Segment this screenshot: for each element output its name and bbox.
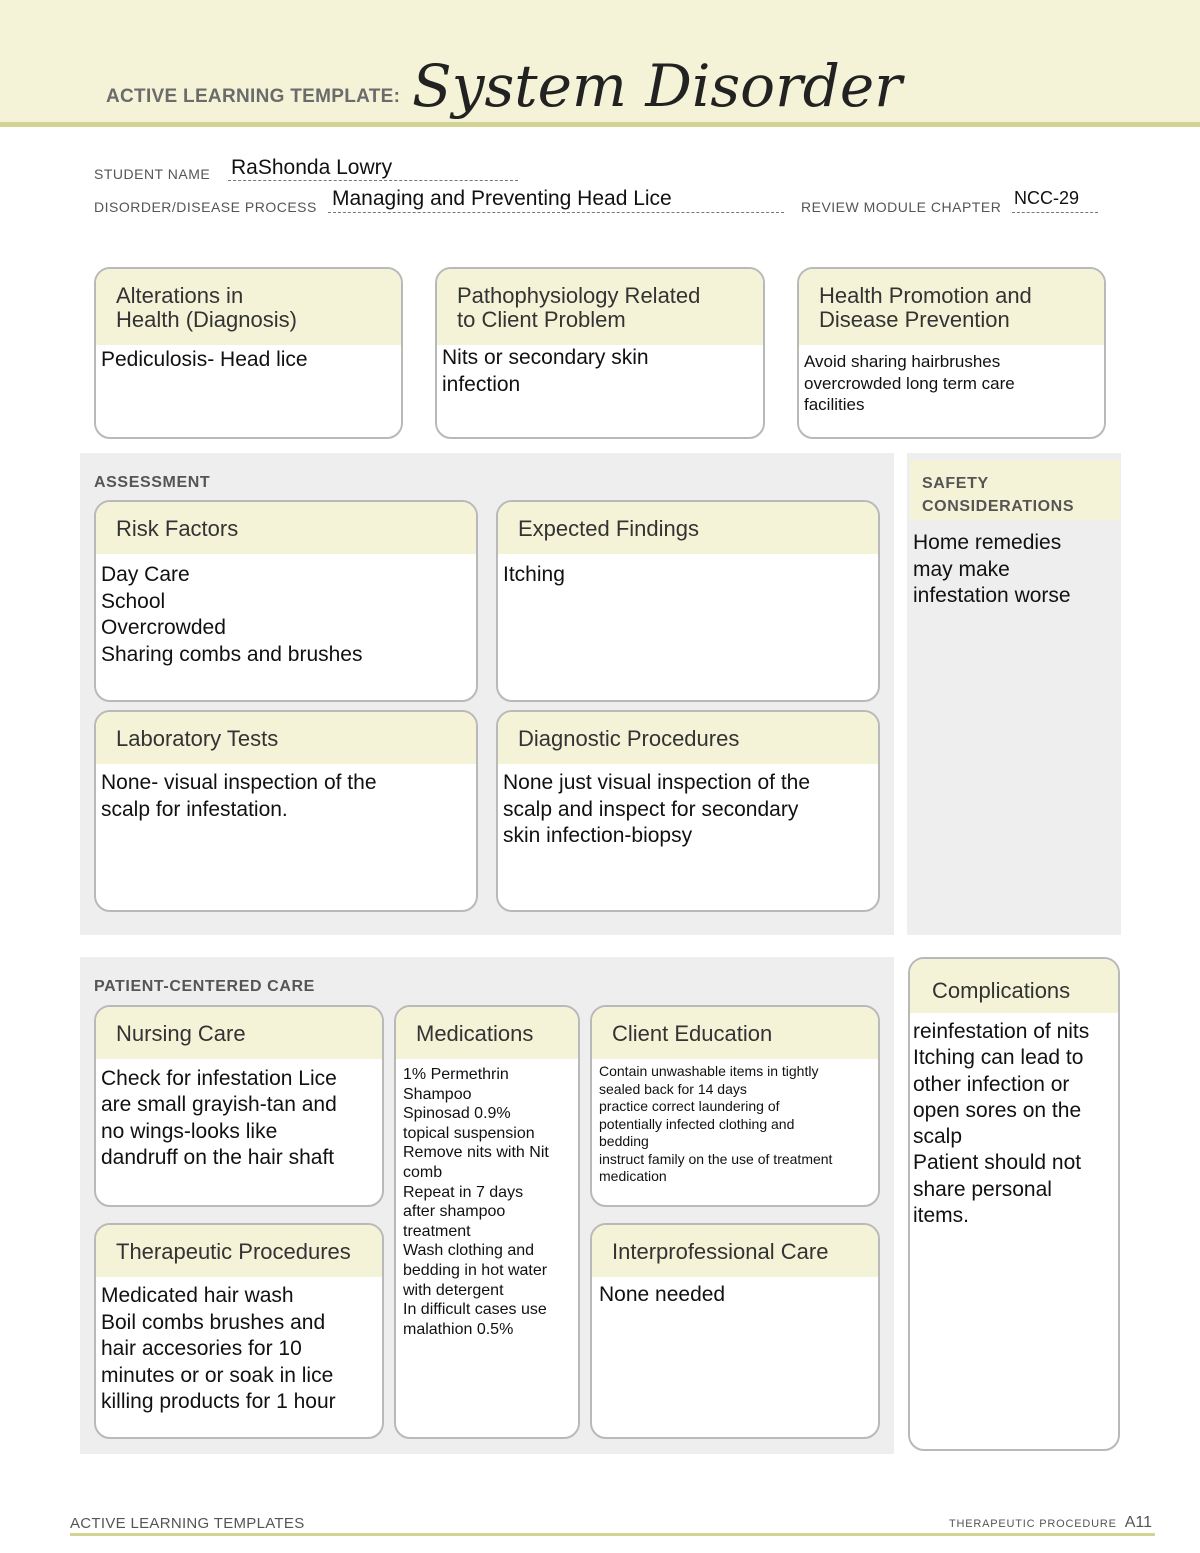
disorder-line (328, 212, 784, 213)
patient-care-title: PATIENT-CENTERED CARE (94, 978, 315, 995)
diagnostic-procedures-body[interactable]: None just visual inspection of the scalp and inspect for secondary skin infection-biopsy (503, 771, 811, 847)
interprofessional-care-body[interactable]: None needed (599, 1283, 726, 1306)
expected-findings-box (496, 500, 880, 702)
footer-right (949, 1514, 1152, 1532)
pathophysiology-title: Pathophysiology Related to Client Problem (437, 269, 763, 345)
therapeutic-procedures-body[interactable]: Medicated hair wash Boil combs brushes and hair accesories for 10 minutes or or soak in lice killing products for 1 hour (101, 1284, 336, 1414)
expected-findings-body[interactable]: Itching (503, 563, 565, 586)
interprofessional-care-title: Interprofessional Care (592, 1225, 878, 1277)
health-promotion-box (797, 267, 1106, 439)
laboratory-tests-title: Laboratory Tests (96, 712, 476, 764)
diagnostic-procedures-title: Diagnostic Procedures (498, 712, 878, 764)
complications-body[interactable]: reinfestation of nits Itching can lead to other infection or open sores on the scalp Patient should not share personal items. (913, 1020, 1090, 1228)
student-name-field[interactable]: RaShonda Lowry (231, 156, 393, 179)
pathophysiology-body[interactable]: Nits or secondary skin infection (442, 346, 649, 396)
disorder-label: DISORDER/DISEASE PROCESS (94, 199, 317, 215)
student-name-line (228, 180, 518, 181)
alterations-title: Alterations in Health (Diagnosis) (96, 269, 401, 345)
medications-title: Medications (396, 1007, 578, 1059)
medications-body[interactable]: 1% Permethrin Shampoo Spinosad 0.9% topical suspension Remove nits with Nit comb Repeat in 7 days after shampoo treatment Wash clothing and bedding in hot water with detergent In difficult cases use malathion 0.5% (403, 1066, 549, 1338)
client-education-box (590, 1005, 880, 1207)
nursing-care-body[interactable]: Check for infestation Lice are small grayish-tan and no wings-looks like dandruff on the hair shaft (101, 1067, 337, 1169)
health-promotion-body[interactable]: Avoid sharing hairbrushes overcrowded long term care facilities (804, 352, 1015, 414)
laboratory-tests-body[interactable]: None- visual inspection of the scalp for infestation. (101, 771, 377, 821)
template-label: ACTIVE LEARNING TEMPLATE: (106, 86, 401, 107)
laboratory-tests-box (94, 710, 478, 912)
chapter-label: REVIEW MODULE CHAPTER (801, 199, 1002, 215)
risk-factors-title: Risk Factors (96, 502, 476, 554)
therapeutic-procedures-box (94, 1223, 384, 1439)
risk-factors-body[interactable]: Day Care School Overcrowded Sharing combs and brushes (101, 563, 363, 666)
therapeutic-procedures-title: Therapeutic Procedures (96, 1225, 382, 1277)
footer-left-label: ACTIVE LEARNING TEMPLATES (70, 1515, 305, 1532)
alterations-box (94, 267, 403, 439)
student-name-label: STUDENT NAME (94, 166, 211, 182)
nursing-care-title: Nursing Care (96, 1007, 382, 1059)
complications-title: Complications (910, 959, 1118, 1013)
chapter-field[interactable]: NCC-29 (1014, 188, 1080, 208)
interprofessional-care-box (590, 1223, 880, 1439)
nursing-care-box (94, 1005, 384, 1207)
footer-page-number: A11 (1124, 1514, 1152, 1531)
safety-band (907, 453, 1121, 935)
client-education-title: Client Education (592, 1007, 878, 1059)
safety-title: SAFETY CONSIDERATIONS (910, 460, 1120, 520)
footer-section-label: THERAPEUTIC PROCEDURE (948, 1518, 1117, 1530)
safety-body[interactable]: Home remedies may make infestation worse (913, 531, 1071, 607)
template-title: System Disorder (412, 52, 902, 120)
expected-findings-title: Expected Findings (498, 502, 878, 554)
diagnostic-procedures-box (496, 710, 880, 912)
assessment-title: ASSESSMENT (94, 474, 211, 491)
alterations-body[interactable]: Pediculosis- Head lice (101, 348, 308, 371)
chapter-line (1012, 212, 1098, 213)
footer-rule (70, 1533, 1155, 1536)
disorder-field[interactable]: Managing and Preventing Head Lice (332, 187, 672, 210)
medications-box (394, 1005, 580, 1439)
complications-box (908, 957, 1120, 1451)
health-promotion-title: Health Promotion and Disease Prevention (799, 269, 1104, 345)
risk-factors-box (94, 500, 478, 702)
client-education-body[interactable]: Contain unwashable items in tightly sealed back for 14 days practice correct laundering of potentially infected clothing and bedding instruct family on the use of treatment medication (599, 1063, 833, 1184)
pathophysiology-box (435, 267, 765, 439)
